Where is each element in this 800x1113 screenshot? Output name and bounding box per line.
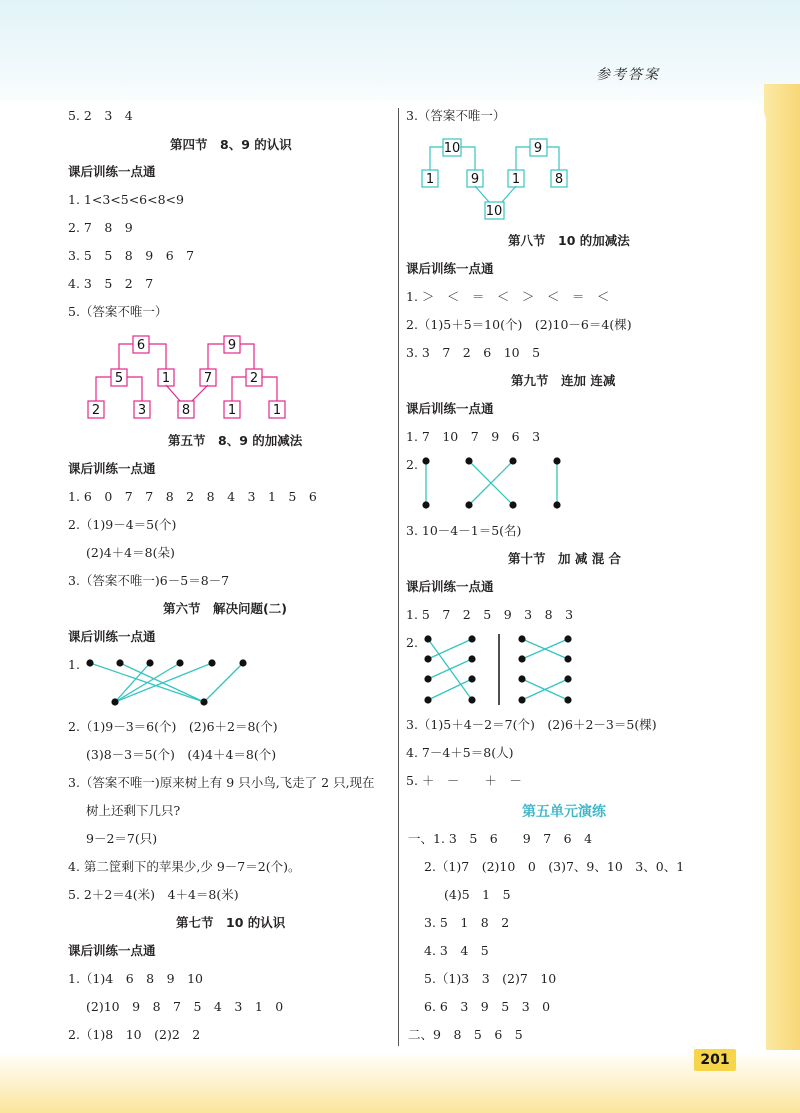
practice-heading: 课后训练一点通 xyxy=(406,579,494,594)
answer-line: 树上还剩下几只? xyxy=(86,803,181,818)
tree-node: 6 xyxy=(136,338,146,353)
section-heading: 第七节 10 的认识 xyxy=(176,915,286,930)
section-heading: 第八节 10 的加减法 xyxy=(508,233,630,248)
page-number: 201 xyxy=(694,1049,736,1071)
answer-line: 2.（1)8 10 (2)2 2 xyxy=(68,1027,201,1042)
answer-line: 3.（答案不唯一)原来树上有 9 只小鸟,飞走了 2 只,现在 xyxy=(68,775,375,790)
tree-node: 9 xyxy=(533,141,543,156)
answer-line: 3.（答案不唯一)6－5＝8－7 xyxy=(68,573,230,588)
answer-line: (4)5 1 5 xyxy=(444,887,511,902)
answer-line: 3. 5 1 8 2 xyxy=(424,915,510,930)
tree-node: 8 xyxy=(181,403,191,418)
answer-line: 6. 6 3 9 5 3 0 xyxy=(424,999,551,1014)
answer-line: 1. 1<3<5<6<8<9 xyxy=(68,192,184,207)
answer-line: 5.（答案不唯一） xyxy=(68,304,168,319)
tree-node: 1 xyxy=(425,172,435,187)
section-heading: 第六节 解决问题(二) xyxy=(163,601,287,616)
answer-line: 3. 5 5 8 9 6 7 xyxy=(68,248,195,263)
answer-line: 1. 7 10 7 9 6 3 xyxy=(406,429,541,444)
answer-line: (3)8－3＝5(个) (4)4＋4＝8(个) xyxy=(86,747,277,762)
answer-line: 3. 3 7 2 6 10 5 xyxy=(406,345,541,360)
answer-line: 4. 3 4 5 xyxy=(424,943,489,958)
tree-node: 2 xyxy=(249,371,259,386)
tree-node: 9 xyxy=(227,338,237,353)
section-heading: 第四节 8、9 的认识 xyxy=(170,137,292,152)
answer-line: 5. ＋ － ＋ － xyxy=(406,773,522,788)
answer-line: 4. 3 5 2 7 xyxy=(68,276,154,291)
answer-line: 2.（1)9－3＝6(个) (2)6＋2＝8(个) xyxy=(68,719,278,734)
answer-line: 2. xyxy=(406,457,418,472)
practice-heading: 课后训练一点通 xyxy=(68,629,156,644)
answer-line: 5.（1)3 3 (2)7 10 xyxy=(424,971,557,986)
answer-line: 2.（1)5＋5＝10(个) (2)10－6＝4(棵) xyxy=(406,317,632,332)
answer-line: 3.（答案不唯一） xyxy=(406,108,506,123)
practice-heading: 课后训练一点通 xyxy=(406,261,494,276)
practice-heading: 课后训练一点通 xyxy=(68,164,156,179)
answer-line: 1. xyxy=(68,657,80,672)
tree-node: 1 xyxy=(272,403,282,418)
answer-line: 1. ＞ ＜ ＝ ＜ ＞ ＜ ＝ ＜ xyxy=(406,289,610,304)
tree-node: 10 xyxy=(485,204,503,219)
header-title: 参考答案 xyxy=(596,67,660,83)
tree-node: 1 xyxy=(227,403,237,418)
tree-node: 1 xyxy=(511,172,521,187)
tree-node: 5 xyxy=(114,371,124,386)
tree-node: 8 xyxy=(554,172,564,187)
tree-node: 7 xyxy=(203,371,213,386)
answer-line: 二、9 8 5 6 5 xyxy=(408,1027,523,1042)
section-heading: 第九节 连加 连减 xyxy=(511,373,616,388)
answer-line: 2. 7 8 9 xyxy=(68,220,133,235)
answer-line: (2)10 9 8 7 5 4 3 1 0 xyxy=(86,999,284,1014)
tree-node: 10 xyxy=(443,141,461,156)
tree-node: 9 xyxy=(470,172,480,187)
section-heading: 第五节 8、9 的加减法 xyxy=(168,433,303,448)
answer-line: 3. 10－4－1＝5(名) xyxy=(406,523,522,538)
tree-node: 2 xyxy=(91,403,101,418)
tree-node: 3 xyxy=(137,403,147,418)
answer-line: 4. 7－4＋5＝8(人) xyxy=(406,745,514,760)
answer-line: (2)4＋4＝8(朵) xyxy=(86,545,175,560)
answer-line: 一、1. 3 5 6 9 7 6 4 xyxy=(408,831,593,846)
answer-line: 3.（1)5＋4－2＝7(个) (2)6＋2－3＝5(棵) xyxy=(406,717,657,732)
answer-line: 2. xyxy=(406,635,418,650)
answer-line: 5. 2 3 4 xyxy=(68,108,133,123)
answer-line: 2.（1)9－4＝5(个) xyxy=(68,517,177,532)
tree-node: 1 xyxy=(161,371,171,386)
section-heading: 第十节 加 减 混 合 xyxy=(508,551,622,566)
answer-line: 5. 2＋2＝4(米) 4＋4＝8(米) xyxy=(68,887,239,902)
answer-line: 1. 6 0 7 7 8 2 8 4 3 1 5 6 xyxy=(68,489,317,504)
answer-line: 1.（1)4 6 8 9 10 xyxy=(68,971,203,986)
practice-heading: 课后训练一点通 xyxy=(406,401,494,416)
unit-heading: 第五单元演练 xyxy=(522,804,606,820)
practice-heading: 课后训练一点通 xyxy=(68,461,156,476)
answer-line: 2.（1)7 (2)10 0 (3)7、9、10 3、0、1 xyxy=(424,859,685,874)
answer-line: 4. 第二筐剩下的苹果少,少 9－7＝2(个)。 xyxy=(68,859,301,874)
practice-heading: 课后训练一点通 xyxy=(68,943,156,958)
answer-line: 9－2＝7(只) xyxy=(86,831,158,846)
answer-line: 1. 5 7 2 5 9 3 8 3 xyxy=(406,607,574,622)
